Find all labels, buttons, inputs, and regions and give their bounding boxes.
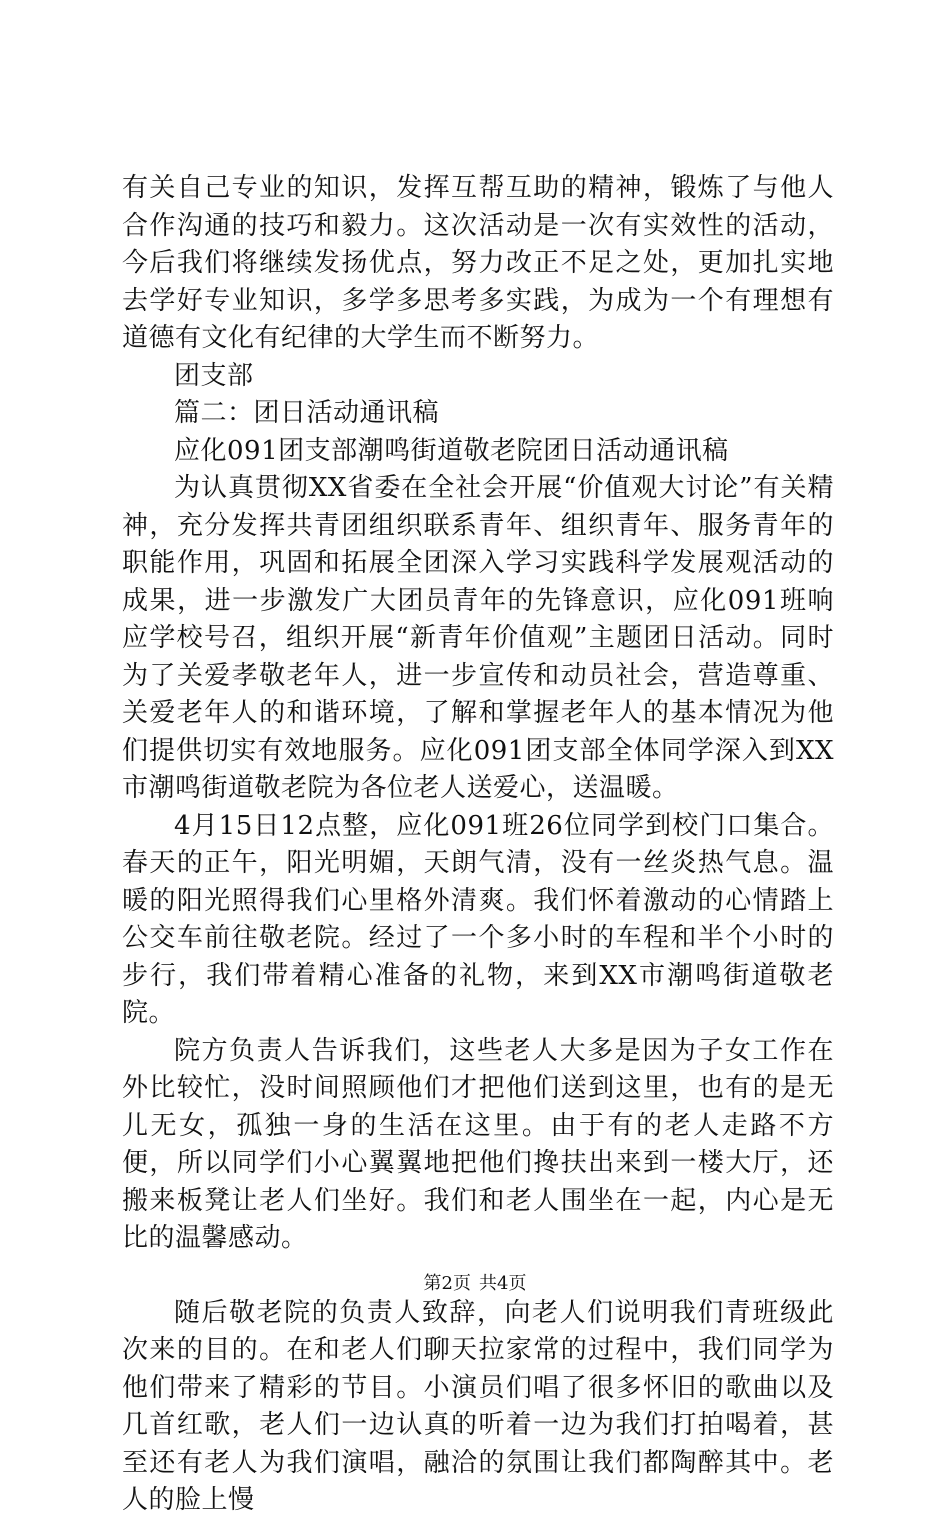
paragraph-signature: 团支部 xyxy=(174,360,254,391)
article-title: 应化091团支部潮鸣街道敬老院团日活动通讯稿 xyxy=(174,435,729,466)
section-heading: 篇二：团日活动通讯稿 xyxy=(174,398,440,428)
paragraph-nursing-home: 院方负责人告诉我们，这些老人大多是因为子女工作在外比较忙，没时间照顾他们才把他们送到这里，也有的是无儿无女，孤独一身的生活在这里。由于有的老人走路不方便，所以同学们小心翼翼地把他们搀扶出来到一楼大厅，还搬来板凳让老人们坐好。我们和老人围坐在一起，内心是无比的温馨感动。 xyxy=(122,1035,834,1253)
document-body xyxy=(122,170,834,1520)
paragraph-intro: 为认真贯彻XX省委在全社会开展“价值观大讨论”有关精神，充分发挥共青团组织联系青年、组织青年、服务青年的职能作用，巩固和拓展全团深入学习实践科学发展观活动的成果，进一步激发广大团员青年的先锋意识，应化091班响应学校号召，组织开展“新青年价值观”主题团日活动。同时为了关爱孝敬老年人，进一步宣传和动员社会，营造尊重、关爱老年人的和谐环境，了解和掌握老年人的基本情况为他们提供切实有效地服务。应化091团支部全体同学深入到XX市潮鸣街道敬老院为各位老人送爱心，送温暖。 xyxy=(122,473,834,803)
paragraph-gathering: 4月15日12点整，应化091班26位同学到校门口集合。春天的正午，阳光明媚，天朗气清，没有一丝炎热气息。温暖的阳光照得我们心里格外清爽。我们怀着激动的心情踏上公交车前往敬老院。经过了一个多小时的车程和半个小时的步行，我们带着精心准备的礼物，来到XX市潮鸣街道敬老院。 xyxy=(122,810,834,1028)
page-total: 共4页 xyxy=(479,1273,527,1294)
paragraph-continuation: 有关自己专业的知识，发挥互帮互助的精神，锻炼了与他人合作沟通的技巧和毅力。这次活动是一次有实效性的活动，今后我们将继续发扬优点，努力改正不足之处，更加扎实地去学好专业知识，多学多思考多实践，为成为一个有理想有道德有文化有纪律的大学生而不断努力。 xyxy=(122,173,834,353)
page-number: 第2页 xyxy=(423,1273,471,1294)
paragraph-performance: 随后敬老院的负责人致辞，向老人们说明我们青班级此次来的目的。在和老人们聊天拉家常的过程中，我们同学为他们带来了精彩的节目。小演员们唱了很多怀旧的歌曲以及几首红歌，老人们一边认真的听着一边为我们打拍喝着，甚至还有老人为我们演唱，融洽的氛围让我们都陶醉其中。老人的脸上慢 xyxy=(122,1297,834,1515)
page-footer xyxy=(0,1272,950,1296)
